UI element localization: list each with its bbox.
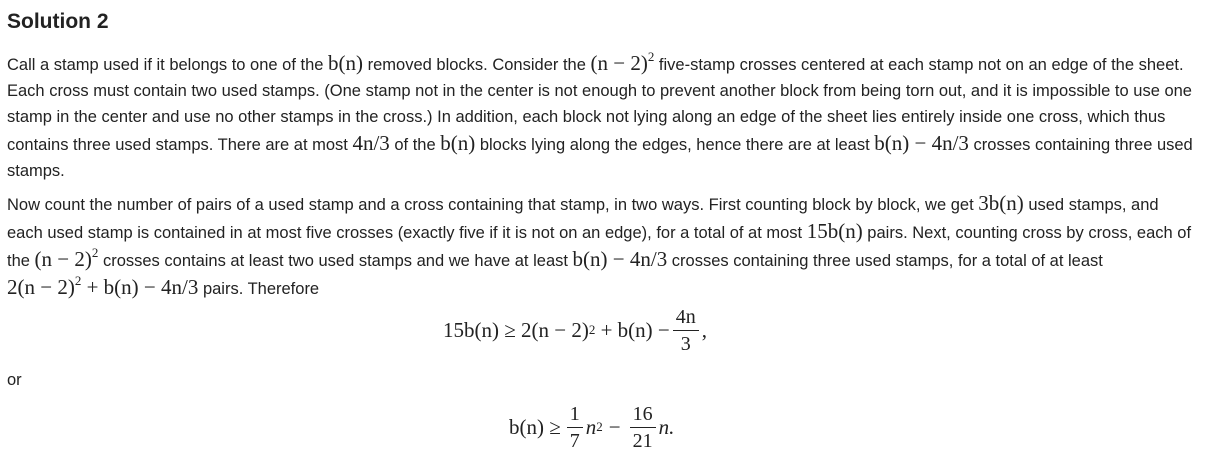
- equation-2: b(n) ≥ $\frac{1}{7}$ n $^2$ − $\frac{16}{21}$ n.: [509, 403, 675, 452]
- eq2-numerator-2: 16: [630, 402, 656, 428]
- eq2-fraction-1: [567, 402, 583, 453]
- paragraph-2: [7, 190, 1197, 302]
- eq1-numerator: 4n: [673, 305, 699, 331]
- p2-math-3bn: 3b(n): [978, 191, 1024, 215]
- eq1-fraction: [673, 305, 699, 356]
- or-text: or: [7, 371, 22, 389]
- p1-math-bn-2: b(n): [440, 131, 476, 155]
- p2-text-2: used stamps, and each used stamp is contained in at most five crosses (exactly five if it is not on an edge), for a total of at most: [7, 196, 1159, 242]
- p2-math-n-minus-2: [35, 247, 99, 271]
- p2-math-total: [7, 275, 198, 299]
- p1-math-n-minus-2: [590, 51, 654, 75]
- p1-text-6: crosses containing three used stamps.: [7, 136, 1193, 180]
- p2-text-3: pairs. Next, counting cross by cross, each of the: [7, 224, 1192, 270]
- eq1-lhs: 15b(n) ≥ 2(n − 2): [443, 318, 589, 342]
- eq2-variable: n: [585, 415, 597, 439]
- eq2-fraction-2: [630, 402, 656, 453]
- eq2-numerator-1: 1: [567, 402, 583, 428]
- p2-math-base: (n − 2): [34, 247, 92, 271]
- eq1-comma: ,: [701, 318, 708, 342]
- p2-math-total-base: 2(n − 2): [7, 275, 75, 299]
- p1-math-4n3: 4n/3: [352, 131, 390, 155]
- eq1-denominator: 3: [680, 333, 691, 355]
- p1-math-base: (n − 2): [590, 51, 648, 75]
- p1-text-5: blocks lying along the edges, hence there are at least: [475, 136, 875, 154]
- p2-text-6: pairs. Therefore: [198, 280, 320, 298]
- p1-text-1: Call a stamp used if it belongs to one of the: [7, 56, 329, 74]
- eq2-minus: −: [608, 415, 621, 439]
- solution-heading: Solution 2: [7, 10, 109, 33]
- paragraph-1: [7, 50, 1197, 184]
- eq1-middle: + b(n) −: [595, 318, 670, 342]
- p1-math-bn-minus: b(n) − 4n/3: [874, 131, 969, 155]
- p1-text-4: of the: [389, 136, 441, 154]
- equation-1: 15b(n) ≥ 2(n − 2) $^2$ + b(n) − $\frac{4n}{3}$ ,: [443, 306, 708, 355]
- p2-text-4: crosses contains at least two used stamps and we have at least: [98, 252, 573, 270]
- eq2-denominator-2: 21: [632, 430, 653, 452]
- p2-math-exponent: 2: [91, 245, 99, 260]
- eq2-denominator-1: 7: [569, 430, 580, 452]
- p2-math-total-rest: + b(n) − 4n/3: [81, 275, 199, 299]
- p2-text-1: Now count the number of pairs of a used stamp and a cross containing that stamp, in two ways. First counting block by block, we get: [7, 196, 979, 214]
- p2-math-total-exponent: 2: [74, 273, 82, 288]
- p2-text-5: crosses containing three used stamps, for a total of at least: [667, 252, 1103, 270]
- p1-text-2: removed blocks. Consider the: [363, 56, 591, 74]
- p1-text-3: five-stamp crosses centered at each stamp not on an edge of the sheet. Each cross must contain two used stamps. (One stamp not in the center is not enough to prevent another block from being torn out, and it is impossible to use one stamp in the center and use no other stamps in the cross.) In addition, each block not lying along an edge of the sheet lies entirely inside one cross, which thus contains three used stamps. There are at most: [7, 56, 1192, 154]
- p1-math-bn: b(n): [328, 51, 364, 75]
- p2-math-bn-minus: b(n) − 4n/3: [572, 247, 668, 271]
- eq2-end: n.: [658, 415, 675, 439]
- p1-math-exponent: 2: [647, 49, 655, 64]
- p2-math-15bn: 15b(n): [806, 219, 863, 243]
- eq2-lhs: b(n) ≥: [509, 415, 561, 439]
